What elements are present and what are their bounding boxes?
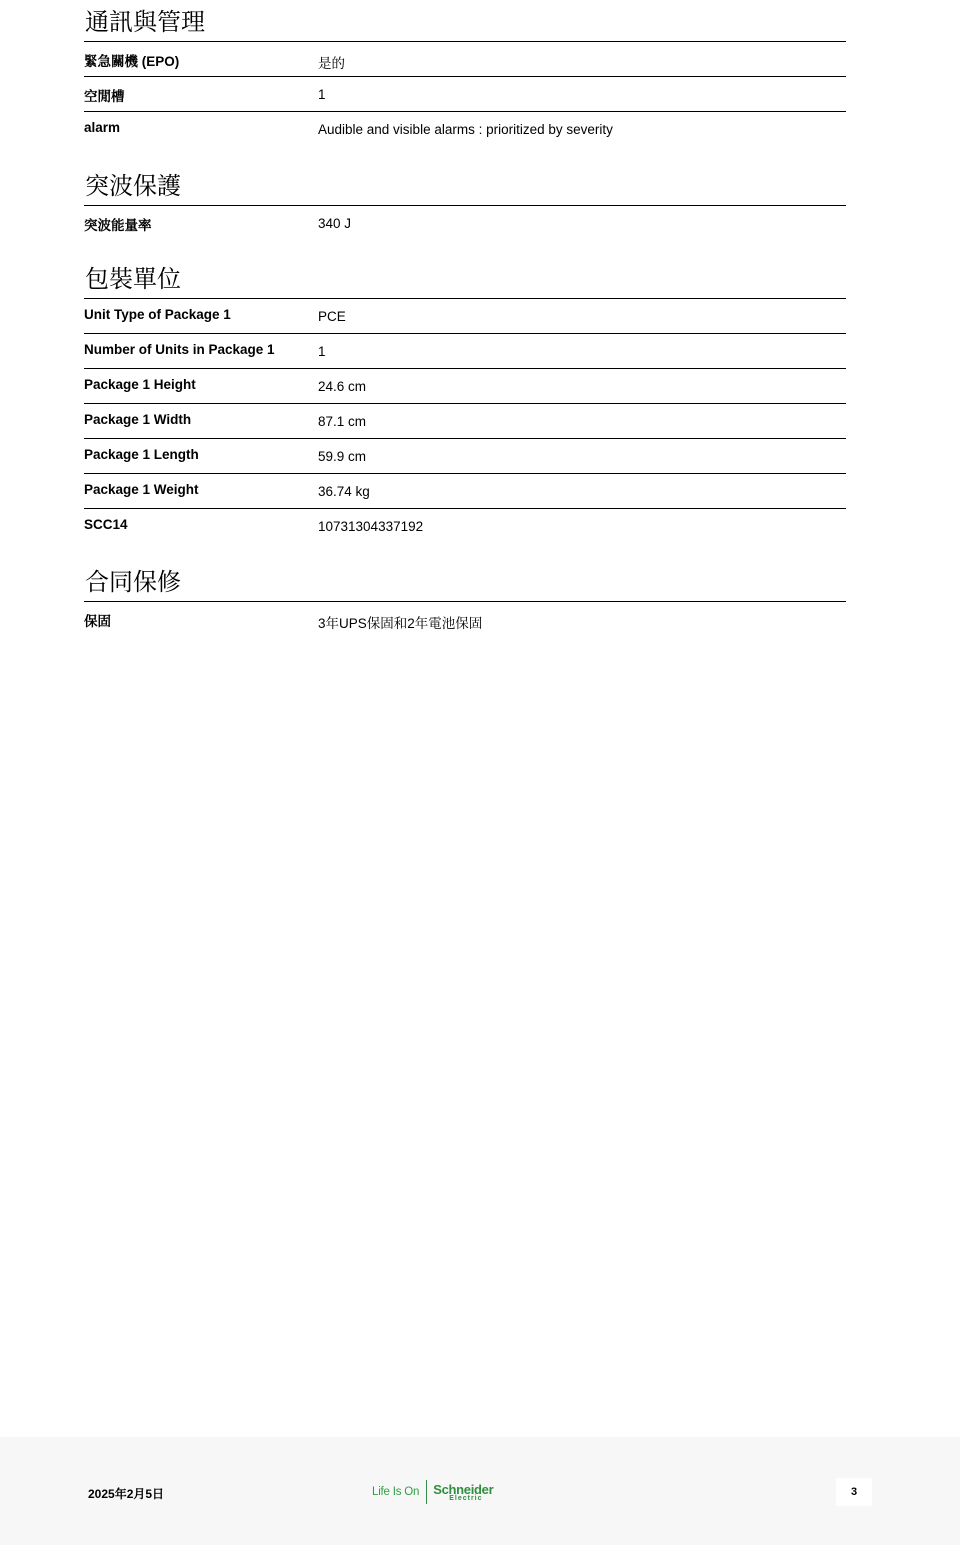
row-label: Package 1 Width	[84, 412, 192, 427]
section-communication-management	[84, 0, 846, 147]
row-label: Number of Units in Package 1	[84, 342, 275, 357]
table-row	[84, 602, 846, 637]
table-row	[84, 77, 846, 112]
row-value: PCE	[318, 309, 346, 324]
page-footer	[0, 1437, 960, 1545]
table-row	[84, 299, 846, 334]
row-value: 87.1 cm	[318, 414, 367, 429]
brand-wordmark	[433, 1483, 493, 1502]
section-title: 包裝單位	[84, 257, 846, 299]
brand-name: Schneider	[433, 1481, 494, 1497]
row-value: 3年UPS保固和2年電池保固	[318, 616, 483, 631]
row-value: 1	[318, 344, 326, 359]
row-value: 10731304337192	[318, 519, 424, 534]
row-value: 是的	[318, 56, 345, 71]
logo-divider	[426, 1480, 427, 1504]
table-row	[84, 42, 846, 77]
section-title: 合同保修	[84, 560, 846, 602]
row-label: 緊急關機 (EPO)	[84, 54, 180, 69]
row-label: alarm	[84, 120, 121, 135]
row-label: 保固	[84, 614, 111, 629]
section-packing-units	[84, 257, 846, 544]
section-surge-protection	[84, 164, 846, 241]
section-contract-warranty	[84, 560, 846, 637]
row-label: 空閒槽	[84, 89, 125, 104]
table-row	[84, 404, 846, 439]
row-value: Audible and visible alarms : prioritized by severity	[318, 122, 613, 137]
row-value: 24.6 cm	[318, 379, 367, 394]
section-title: 通訊與管理	[84, 0, 846, 42]
table-row	[84, 369, 846, 404]
life-is-on-tagline: Life Is On	[372, 1486, 420, 1498]
table-row	[84, 206, 846, 241]
table-row	[84, 112, 846, 147]
row-label: Unit Type of Package 1	[84, 307, 231, 322]
row-value: 340 J	[318, 216, 352, 231]
table-row	[84, 509, 846, 544]
schneider-electric-logo	[372, 1480, 493, 1504]
table-row	[84, 439, 846, 474]
footer-date: 2025年2月5日	[88, 1487, 165, 1501]
row-value: 59.9 cm	[318, 449, 367, 464]
row-value: 36.74 kg	[318, 484, 370, 499]
section-title: 突波保護	[84, 164, 846, 206]
row-label: SCC14	[84, 517, 128, 532]
brand-sub: Electric	[449, 1494, 483, 1502]
row-label: Package 1 Length	[84, 447, 199, 462]
row-label: Package 1 Weight	[84, 482, 199, 497]
row-label: 突波能量率	[84, 218, 152, 233]
table-row	[84, 474, 846, 509]
row-value: 1	[318, 87, 326, 102]
row-label: Package 1 Height	[84, 377, 196, 392]
page-number: 3	[836, 1478, 872, 1506]
table-row	[84, 334, 846, 369]
